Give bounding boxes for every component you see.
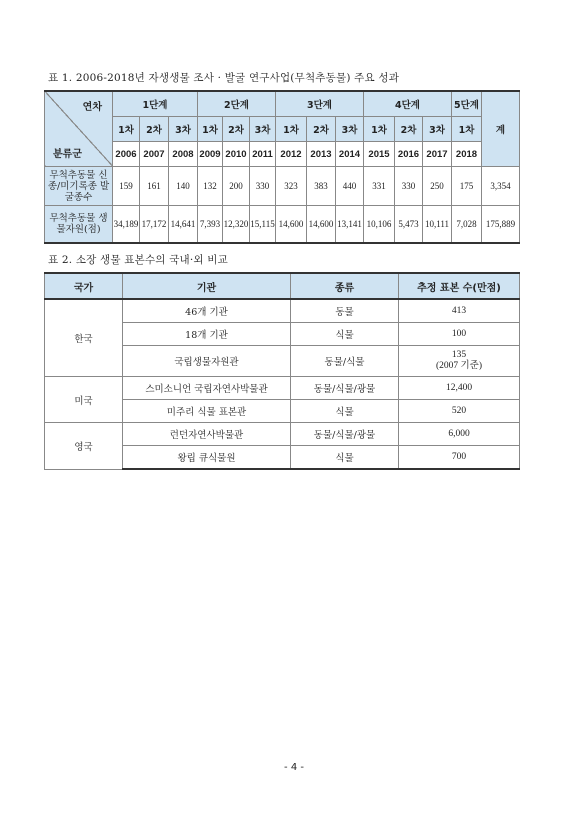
stage-header: 4단계 [364, 91, 452, 117]
round-header: 1차 [113, 117, 140, 142]
research-results-table [44, 90, 520, 244]
year-header: 2015 [364, 142, 395, 167]
institution-cell: 18개 기관 [123, 323, 291, 346]
table-row [45, 377, 520, 400]
value-cell: 14,600 [307, 206, 336, 244]
type-cell: 동물/식물/광물 [291, 377, 399, 400]
year-header: 2012 [276, 142, 307, 167]
count-cell: 520 [399, 400, 520, 423]
year-header: 2007 [140, 142, 169, 167]
round-header: 3차 [423, 117, 452, 142]
value-cell: 17,172 [140, 206, 169, 244]
total-cell: 175,889 [482, 206, 520, 244]
total-header: 계 [482, 91, 520, 167]
row-label-resources: 무척추동물 생물자원(점) [45, 206, 113, 244]
table-row [45, 423, 520, 446]
round-header: 1차 [452, 117, 482, 142]
institution-cell: 런던자연사박물관 [123, 423, 291, 446]
stage-header: 1단계 [113, 91, 198, 117]
header-count: 추정 표본 수(만점) [399, 273, 520, 299]
count-cell: 100 [399, 323, 520, 346]
header-institution: 기관 [123, 273, 291, 299]
year-header: 2018 [452, 142, 482, 167]
value-cell: 323 [276, 167, 307, 206]
year-header: 2009 [198, 142, 223, 167]
count-cell: 12,400 [399, 377, 520, 400]
institution-cell: 46개 기관 [123, 299, 291, 323]
value-cell: 15,115 [250, 206, 276, 244]
value-cell: 10,106 [364, 206, 395, 244]
round-header: 2차 [223, 117, 250, 142]
value-cell: 200 [223, 167, 250, 206]
year-header: 2011 [250, 142, 276, 167]
institution-cell: 국립생물자원관 [123, 346, 291, 377]
value-cell: 14,600 [276, 206, 307, 244]
stage-header: 3단계 [276, 91, 364, 117]
row-label-species: 무척추동물 신종/미기록종 발굴종수 [45, 167, 113, 206]
count-cell [399, 346, 520, 377]
value-cell: 34,189 [113, 206, 140, 244]
total-cell: 3,354 [482, 167, 520, 206]
table2-caption: 표 2. 소장 생물 표본수의 국내·외 비교 [48, 254, 228, 266]
round-header: 3차 [169, 117, 198, 142]
year-header: 2013 [307, 142, 336, 167]
year-header: 2017 [423, 142, 452, 167]
value-cell: 12,320 [223, 206, 250, 244]
country-cell: 미국 [45, 377, 123, 423]
header-type: 종류 [291, 273, 399, 299]
table1-caption: 표 1. 2006-2018년 자생생물 조사 · 발굴 연구사업(무척추동물) 주요 성과 [48, 72, 400, 84]
value-cell: 383 [307, 167, 336, 206]
table-row [45, 299, 520, 323]
type-cell: 동물 [291, 299, 399, 323]
value-cell: 14,641 [169, 206, 198, 244]
round-header: 2차 [140, 117, 169, 142]
specimen-comparison-table [44, 272, 520, 470]
type-cell: 동물/식물 [291, 346, 399, 377]
type-cell: 식물 [291, 446, 399, 470]
institution-cell: 왕립 큐식물원 [123, 446, 291, 470]
value-cell: 5,473 [395, 206, 423, 244]
year-header: 2006 [113, 142, 140, 167]
taxon-corner-label: 분류군 [53, 149, 82, 160]
value-cell: 159 [113, 167, 140, 206]
round-header: 1차 [198, 117, 223, 142]
count-value: 135 [451, 350, 467, 360]
stage-header: 5단계 [452, 91, 482, 117]
institution-cell: 스미소니언 국립자연사박물관 [123, 377, 291, 400]
type-cell: 식물 [291, 323, 399, 346]
round-header: 1차 [364, 117, 395, 142]
value-cell: 7,393 [198, 206, 223, 244]
value-cell: 132 [198, 167, 223, 206]
year-header: 2010 [223, 142, 250, 167]
round-header: 2차 [395, 117, 423, 142]
value-cell: 330 [395, 167, 423, 206]
value-cell: 10,111 [423, 206, 452, 244]
value-cell: 13,141 [336, 206, 364, 244]
value-cell: 161 [140, 167, 169, 206]
corner-header-cell [45, 91, 113, 167]
value-cell: 250 [423, 167, 452, 206]
value-cell: 140 [169, 167, 198, 206]
stage-header: 2단계 [198, 91, 276, 117]
value-cell: 330 [250, 167, 276, 206]
country-cell: 한국 [45, 299, 123, 377]
value-cell: 331 [364, 167, 395, 206]
type-cell: 식물 [291, 400, 399, 423]
count-note: (2007 기준) [435, 361, 483, 371]
count-cell: 413 [399, 299, 520, 323]
value-cell: 440 [336, 167, 364, 206]
count-cell: 700 [399, 446, 520, 470]
round-header: 2차 [307, 117, 336, 142]
header-country: 국가 [45, 273, 123, 299]
year-header: 2016 [395, 142, 423, 167]
institution-cell: 미주리 식물 표본관 [123, 400, 291, 423]
value-cell: 7,028 [452, 206, 482, 244]
round-header: 3차 [336, 117, 364, 142]
page-number: - 4 - [284, 762, 304, 773]
country-cell: 영국 [45, 423, 123, 470]
year-corner-label: 연차 [82, 102, 102, 113]
year-header: 2014 [336, 142, 364, 167]
type-cell: 동물/식물/광물 [291, 423, 399, 446]
count-cell: 6,000 [399, 423, 520, 446]
round-header: 3차 [250, 117, 276, 142]
round-header: 1차 [276, 117, 307, 142]
year-header: 2008 [169, 142, 198, 167]
value-cell: 175 [452, 167, 482, 206]
